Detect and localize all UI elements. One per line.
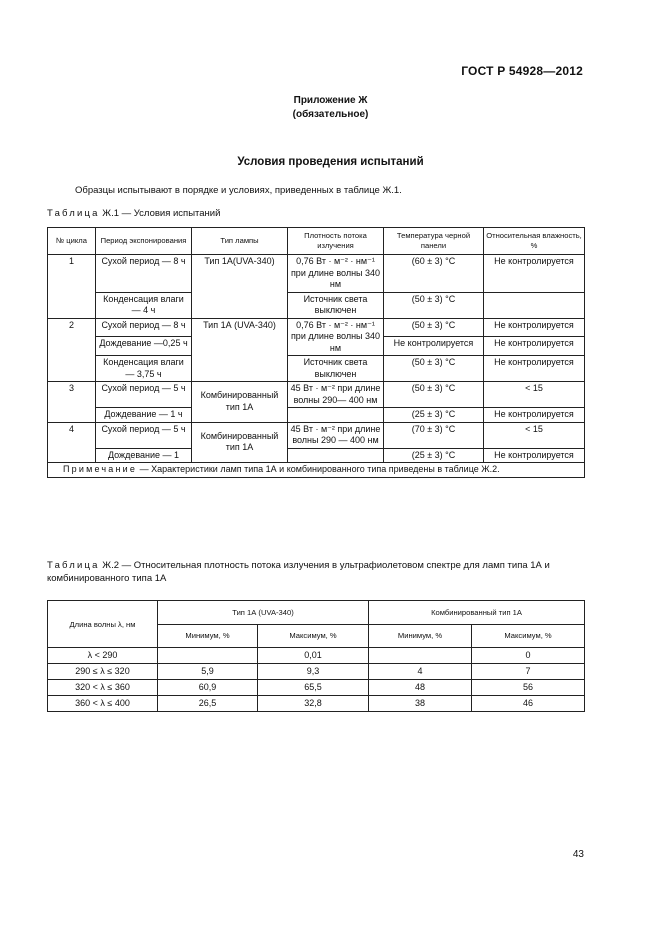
table-row <box>48 408 585 423</box>
header-temperature: Температура черной панели <box>384 228 484 255</box>
cycle-cell: 1 <box>48 255 96 319</box>
value-cell: 26,5 <box>158 696 258 712</box>
humidity-cell: Не контролируется <box>484 408 585 423</box>
period-cell: Сухой период — 8 ч <box>96 318 192 337</box>
wavelength-cell: λ < 290 <box>48 648 158 664</box>
temperature-cell: (50 ± 3) °С <box>384 356 484 382</box>
table-row <box>48 318 585 337</box>
table-row <box>48 255 585 293</box>
table-row <box>48 356 585 382</box>
table2-caption-text: Ж.2 — Относительная плотность потока излучения в ультрафиолетовом спектре для ламп типа 1А и комбинированного типа 1А <box>47 560 550 584</box>
temperature-cell: (25 ± 3) °С <box>384 408 484 423</box>
wavelength-cell: 290 ≤ λ ≤ 320 <box>48 664 158 680</box>
table-header-row <box>48 228 585 255</box>
humidity-cell: Не контролируется <box>484 318 585 337</box>
header-min: Минимум, % <box>158 624 258 648</box>
value-cell: 60,9 <box>158 680 258 696</box>
lamp-cell: Комбинированный тип 1А <box>192 382 288 423</box>
period-cell: Сухой период — 5 ч <box>96 382 192 408</box>
appendix-status: (обязательное) <box>292 109 369 120</box>
value-cell: 56 <box>472 680 585 696</box>
header-combined: Комбинированный тип 1А <box>369 601 585 625</box>
table2-caption <box>47 560 592 585</box>
period-cell: Дождевание —0,25 ч <box>96 337 192 356</box>
value-cell: 65,5 <box>258 680 369 696</box>
wavelength-cell: 360 < λ ≤ 400 <box>48 696 158 712</box>
humidity-cell: < 15 <box>484 382 585 408</box>
density-cell: 45 Вт · м⁻² при длине волны 290 — 400 нм <box>288 422 384 448</box>
humidity-cell: Не контролируется <box>484 448 585 463</box>
page-number: 43 <box>572 849 584 860</box>
spectral-irradiance-table <box>47 600 585 712</box>
humidity-cell: Не контролируется <box>484 337 585 356</box>
value-cell: 46 <box>472 696 585 712</box>
appendix-title: Приложение Ж <box>293 95 368 106</box>
header-type1a: Тип 1А (UVA-340) <box>158 601 369 625</box>
density-cell <box>288 448 384 463</box>
header-max: Максимум, % <box>472 624 585 648</box>
table-note <box>48 463 585 478</box>
test-conditions-table <box>47 227 585 478</box>
value-cell: 9,3 <box>258 664 369 680</box>
table-row <box>48 680 585 696</box>
period-cell: Дождевание — 1 <box>96 448 192 463</box>
value-cell: 38 <box>369 696 472 712</box>
humidity-cell <box>484 292 585 318</box>
table-row <box>48 696 585 712</box>
lamp-cell: Комбинированный тип 1А <box>192 422 288 463</box>
note-text: — Характеристики ламп типа 1А и комбинированного типа приведены в таблице Ж.2. <box>137 464 500 474</box>
header-humidity: Относительная влажность, % <box>484 228 585 255</box>
humidity-cell: < 15 <box>484 422 585 448</box>
table1-caption <box>47 208 220 219</box>
table1-caption-text: Ж.1 — Условия испытаний <box>99 208 221 219</box>
header-lamp: Тип лампы <box>192 228 288 255</box>
density-cell: Источник света выключен <box>288 356 384 382</box>
header-density: Плотность потока излучения <box>288 228 384 255</box>
density-cell: 0,76 Вт · м⁻² · нм⁻¹ при длине волны 340 нм <box>288 318 384 356</box>
value-cell: 0,01 <box>258 648 369 664</box>
humidity-cell: Не контролируется <box>484 356 585 382</box>
value-cell: 48 <box>369 680 472 696</box>
intro-paragraph: Образцы испытывают в порядке и условиях, приведенных в таблице Ж.1. <box>75 185 402 196</box>
period-cell: Конденсация влаги — 4 ч <box>96 292 192 318</box>
table2-caption-prefix: Таблица <box>47 560 100 571</box>
value-cell <box>369 648 472 664</box>
density-cell: 0,76 Вт · м⁻² · нм⁻¹ при длине волны 340 нм <box>288 255 384 293</box>
header-period: Период экспонирования <box>96 228 192 255</box>
header-wavelength: Длина волны λ, нм <box>48 601 158 648</box>
value-cell: 4 <box>369 664 472 680</box>
temperature-cell: (25 ± 3) °С <box>384 448 484 463</box>
table-note-row <box>48 463 585 478</box>
density-cell: 45 Вт · м⁻² при длине волны 290— 400 нм <box>288 382 384 408</box>
value-cell: 7 <box>472 664 585 680</box>
temperature-cell: (50 ± 3) °С <box>384 292 484 318</box>
period-cell: Сухой период — 8 ч <box>96 255 192 293</box>
table-row <box>48 382 585 408</box>
temperature-cell: (70 ± 3) °С <box>384 422 484 448</box>
standard-number: ГОСТ Р 54928—2012 <box>461 64 583 78</box>
temperature-cell: (50 ± 3) °С <box>384 382 484 408</box>
header-cycle: № цикла <box>48 228 96 255</box>
header-min: Минимум, % <box>369 624 472 648</box>
value-cell: 5,9 <box>158 664 258 680</box>
lamp-cell: Тип 1А(UVA-340) <box>192 255 288 319</box>
lamp-cell: Тип 1А (UVA-340) <box>192 318 288 382</box>
header-max: Максимум, % <box>258 624 369 648</box>
value-cell <box>158 648 258 664</box>
cycle-cell: 3 <box>48 382 96 423</box>
value-cell: 0 <box>472 648 585 664</box>
cycle-cell: 2 <box>48 318 96 382</box>
cycle-cell: 4 <box>48 422 96 463</box>
density-cell <box>288 408 384 423</box>
period-cell: Сухой период — 5 ч <box>96 422 192 448</box>
table-row <box>48 422 585 448</box>
humidity-cell: Не контролируется <box>484 255 585 293</box>
value-cell: 32,8 <box>258 696 369 712</box>
temperature-cell: Не контролируется <box>384 337 484 356</box>
appendix-heading <box>0 94 661 122</box>
density-cell: Источник света выключен <box>288 292 384 318</box>
temperature-cell: (60 ± 3) °С <box>384 255 484 293</box>
table-row <box>48 292 585 318</box>
note-prefix: Примечание <box>63 464 138 474</box>
section-title: Условия проведения испытаний <box>237 156 424 168</box>
table1-caption-prefix: Таблица <box>47 208 100 219</box>
wavelength-cell: 320 < λ ≤ 360 <box>48 680 158 696</box>
temperature-cell: (50 ± 3) °С <box>384 318 484 337</box>
period-cell: Дождевание — 1 ч <box>96 408 192 423</box>
table-row <box>48 648 585 664</box>
table-row <box>48 664 585 680</box>
table-header-row <box>48 601 585 625</box>
table-row <box>48 448 585 463</box>
period-cell: Конденсация влаги — 3,75 ч <box>96 356 192 382</box>
